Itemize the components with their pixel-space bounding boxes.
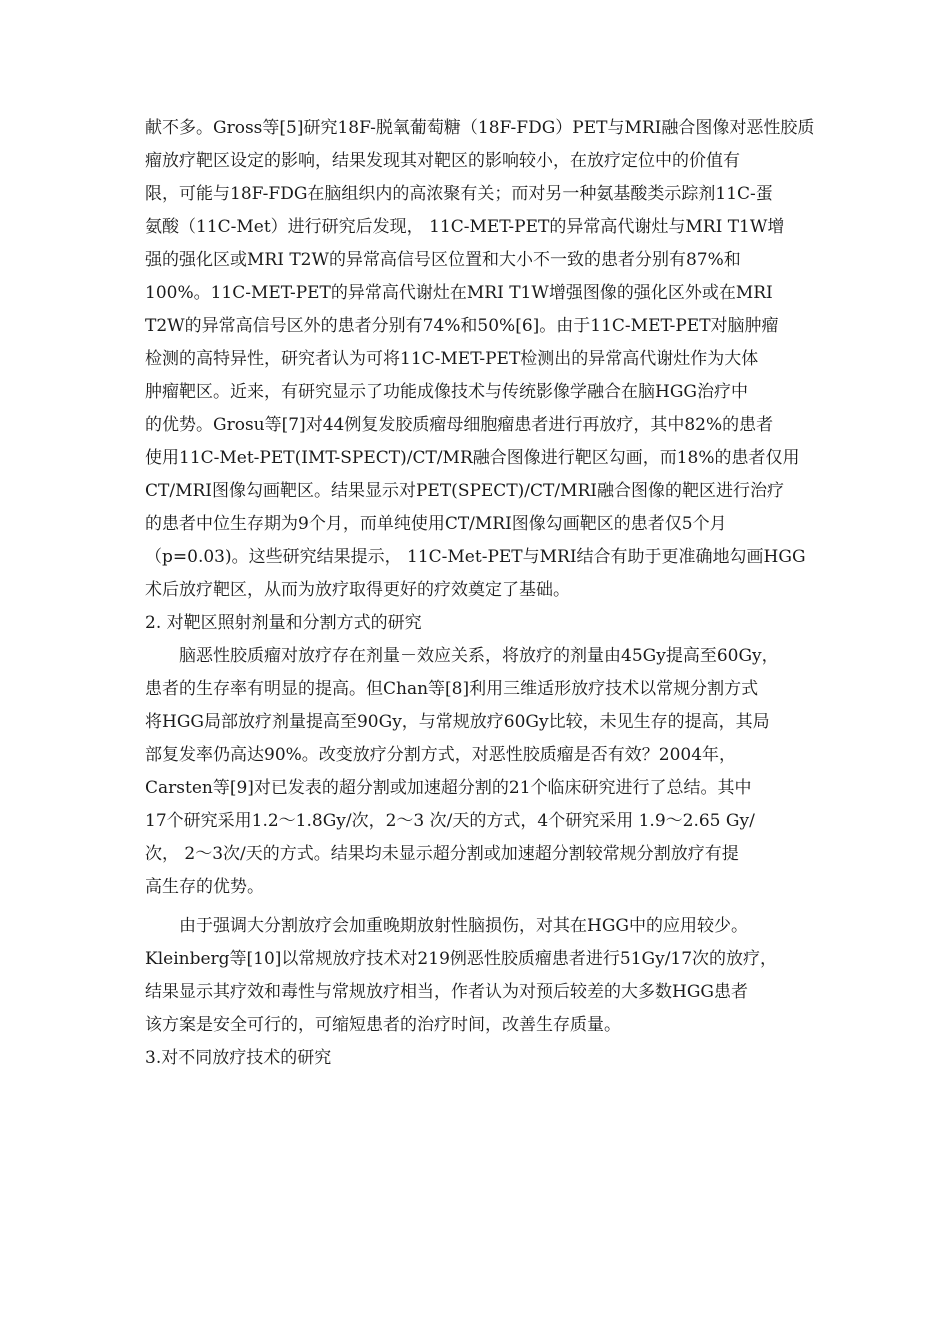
text-line: CT/MRI图像勾画靶区。结果显示对PET(SPECT)/CT/MRI融合图像的靶区进行治疗 — [145, 481, 785, 501]
text-line: Kleinberg等[10]以常规放疗技术对219例恶性胶质瘤患者进行51Gy/17次的放疗， — [145, 949, 778, 969]
text-line: 使用11C-Met-PET(IMT-SPECT)/CT/MR融合图像进行靶区勾画，而18%的患者仅用 — [145, 448, 800, 468]
text-line: 的患者中位生存期为9个月，而单纯使用CT/MRI图像勾画靶区的患者仅5个月 — [145, 514, 727, 534]
section-heading-dose: 2. 对靶区照射剂量和分割方式的研究 — [145, 613, 422, 633]
text-line: 氨酸（11C-Met）进行研究后发现， 11C-MET-PET的异常高代谢灶与MRI T1W增 — [145, 217, 785, 237]
text-line: 该方案是安全可行的，可缩短患者的治疗时间，改善生存质量。 — [145, 1015, 621, 1035]
text-line: 结果显示其疗效和毒性与常规放疗相当，作者认为对预后较差的大多数HGG患者 — [145, 982, 748, 1002]
text-line: 的优势。Grosu等[7]对44例复发胶质瘤母细胞瘤患者进行再放疗，其中82%的患者 — [145, 415, 774, 435]
text-line: 患者的生存率有明显的提高。但Chan等[8]利用三维适形放疗技术以常规分割方式 — [145, 679, 759, 699]
text-line: Carsten等[9]对已发表的超分割或加速超分割的21个临床研究进行了总结。其中 — [145, 778, 752, 798]
text-line: 17个研究采用1.2～1.8Gy/次，2～3 次/天的方式，4个研究采用 1.9～2.65 Gy/ — [145, 811, 755, 831]
text-line: （p=0.03)。这些研究结果提示， 11C-Met-PET与MRI结合有助于更准确地勾画HGG — [145, 547, 806, 567]
section-heading-techniques: 3.对不同放疗技术的研究 — [145, 1048, 332, 1068]
text-line: 术后放疗靶区，从而为放疗取得更好的疗效奠定了基础。 — [145, 580, 570, 600]
text-line: 检测的高特异性，研究者认为可将11C-MET-PET检测出的异常高代谢灶作为大体 — [145, 349, 759, 369]
text-line: 部复发率仍高达90%。改变放疗分割方式，对恶性胶质瘤是否有效？2004年， — [145, 745, 737, 765]
text-line: 肿瘤靶区。近来，有研究显示了功能成像技术与传统影像学融合在脑HGG治疗中 — [145, 382, 748, 402]
text-line: T2W的异常高信号区外的患者分别有74%和50%[6]。由于11C-MET-PET对脑肿瘤 — [145, 316, 779, 336]
document-body — [145, 112, 815, 1075]
text-line: 次， 2～3次/天的方式。结果均未显示超分割或加速超分割较常规分割放疗有提 — [145, 844, 739, 864]
paragraph-hypofractionation — [145, 910, 810, 1042]
text-line: 将HGG局部放疗剂量提高至90Gy，与常规放疗60Gy比较，未见生存的提高，其局 — [145, 712, 770, 732]
text-line: 瘤放疗靶区设定的影响，结果发现其对靶区的影响较小，在放疗定位中的价值有 — [145, 151, 740, 171]
text-line: 100%。11C-MET-PET的异常高代谢灶在MRI T1W增强图像的强化区外或在MRI — [145, 283, 773, 303]
text-line: 由于强调大分割放疗会加重晚期放射性脑损伤，对其在HGG中的应用较少。 — [179, 916, 748, 936]
text-line: 高生存的优势。 — [145, 877, 264, 897]
text-line: 献不多。Gross等[5]研究18F-脱氧葡萄糖（18F-FDG）PET与MRI融合图像对恶性胶质 — [145, 118, 815, 138]
paragraph-dose — [145, 640, 810, 904]
text-line: 限，可能与18F-FDG在脑组织内的高浓聚有关；而对另一种氨基酸类示踪剂11C-蛋 — [145, 184, 773, 204]
text-line: 脑恶性胶质瘤对放疗存在剂量－效应关系，将放疗的剂量由45Gy提高至60Gy， — [179, 646, 779, 666]
text-line: 强的强化区或MRI T2W的异常高信号区位置和大小不一致的患者分别有87%和 — [145, 250, 741, 270]
paragraph-pet-mri — [145, 112, 815, 607]
